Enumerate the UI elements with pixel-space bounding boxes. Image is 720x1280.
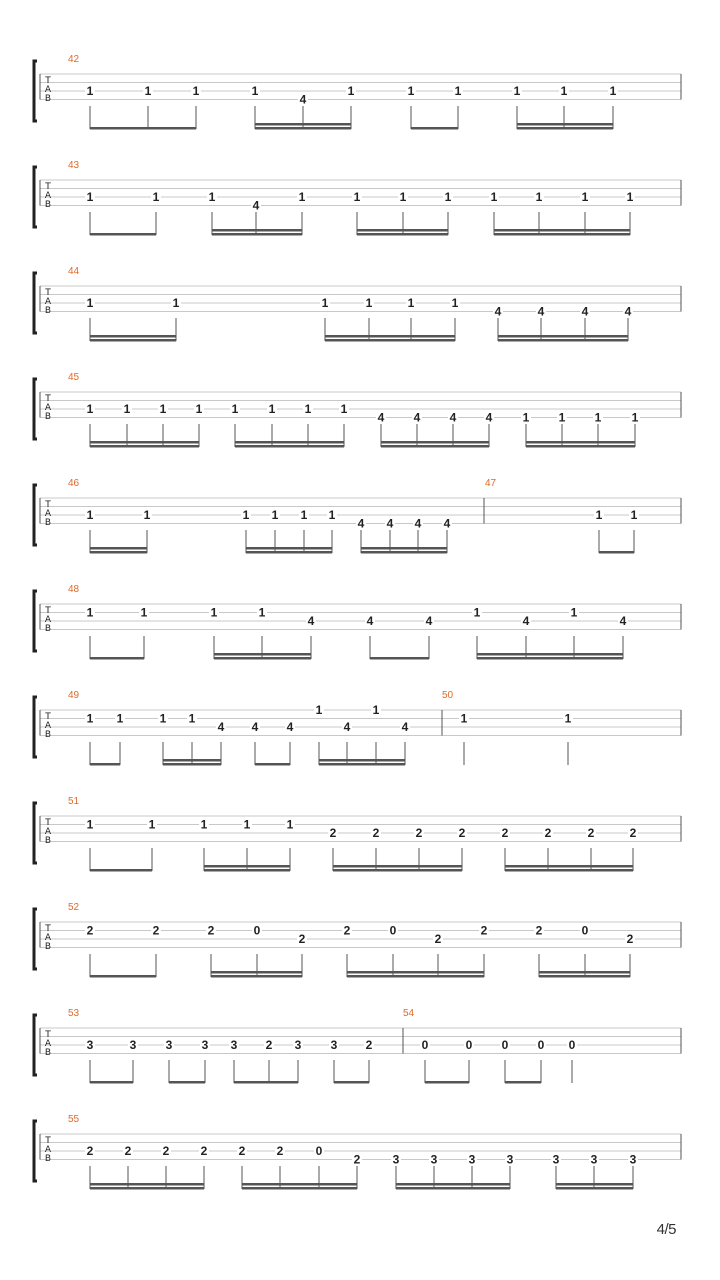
measure-number: 54	[403, 1008, 415, 1019]
fret-number: 4	[449, 410, 457, 425]
fret-number: 1	[365, 296, 373, 310]
fret-number: 4	[343, 720, 351, 734]
fret-number: 2	[343, 923, 351, 938]
beam	[204, 869, 290, 872]
tab-clef-letter: A	[44, 297, 52, 307]
beam	[90, 763, 120, 766]
fret-number: 1	[328, 508, 336, 522]
beam	[498, 339, 628, 342]
tab-system	[34, 266, 681, 342]
measure-number: 44	[68, 266, 80, 277]
beam	[396, 1187, 510, 1190]
tab-clef-letter: B	[44, 1048, 52, 1058]
fret-number: 1	[86, 508, 94, 522]
beam	[90, 339, 176, 342]
beam	[325, 339, 455, 342]
fret-number: 0	[253, 923, 261, 938]
measure-number: 49	[68, 690, 80, 701]
fret-number: 1	[560, 84, 568, 98]
tab-system	[34, 690, 681, 766]
beam	[517, 123, 613, 126]
fret-number: 4	[401, 720, 409, 734]
fret-number: 2	[544, 826, 552, 840]
tab-clef-letter: T	[45, 1030, 51, 1040]
beam	[599, 551, 634, 554]
fret-number: 1	[609, 84, 617, 98]
fret-number: 1	[86, 402, 94, 416]
measure-number: 52	[68, 902, 80, 913]
system-bracket	[34, 1121, 37, 1181]
fret-number: 3	[590, 1152, 598, 1167]
tab-clef-letter: B	[44, 836, 52, 846]
tab-clef-letter: A	[44, 1145, 52, 1155]
fret-number: 3	[201, 1038, 209, 1052]
beam	[357, 229, 448, 232]
beam	[498, 335, 628, 338]
fret-number: 2	[86, 1144, 94, 1158]
fret-number: 4	[537, 304, 545, 319]
tab-clef-letter: T	[45, 818, 51, 828]
measure-number: 45	[68, 372, 80, 383]
fret-number: 2	[587, 826, 595, 840]
measure-number: 43	[68, 160, 80, 171]
system-bracket	[34, 379, 37, 439]
system-bracket	[34, 697, 37, 757]
fret-number: 1	[192, 84, 200, 98]
fret-number: 4	[581, 304, 589, 319]
fret-number: 1	[407, 84, 415, 98]
beam	[246, 551, 332, 554]
measure-number: 48	[68, 584, 80, 595]
fret-number: 1	[148, 817, 156, 832]
beam	[333, 865, 462, 868]
fret-number: 1	[123, 402, 131, 416]
fret-number: 2	[329, 826, 337, 840]
beam	[556, 1187, 633, 1190]
fret-number: 1	[251, 84, 259, 98]
beam	[425, 1081, 469, 1084]
tab-system	[34, 478, 681, 554]
tab-clef-letter: T	[45, 924, 51, 934]
fret-number: 1	[626, 190, 634, 204]
system-bracket	[34, 591, 37, 651]
fret-number: 2	[415, 826, 423, 840]
fret-number: 0	[537, 1038, 545, 1052]
tab-clef-letter: B	[44, 200, 52, 210]
fret-number: 3	[392, 1152, 400, 1167]
fret-number: 1	[159, 711, 167, 726]
beam	[255, 763, 290, 766]
beam	[204, 865, 290, 868]
beam	[494, 229, 630, 232]
system-bracket	[34, 167, 37, 227]
fret-number: 1	[522, 410, 530, 425]
beam	[361, 551, 447, 554]
fret-number: 2	[276, 1144, 284, 1158]
beam	[556, 1183, 633, 1186]
fret-number: 3	[629, 1152, 637, 1167]
fret-number: 1	[300, 508, 308, 522]
tab-clef-letter: T	[45, 394, 51, 404]
fret-number: 2	[535, 923, 543, 938]
tab-clef-letter: A	[44, 509, 52, 519]
beam	[235, 441, 344, 444]
fret-number: 1	[304, 402, 312, 416]
fret-number: 4	[366, 614, 374, 628]
beam	[90, 551, 147, 554]
beam	[163, 759, 221, 762]
beam	[90, 547, 147, 550]
fret-number: 4	[522, 614, 530, 628]
beam	[357, 233, 448, 236]
beam	[242, 1183, 357, 1186]
beam	[396, 1183, 510, 1186]
beam	[494, 233, 630, 236]
tab-clef-letter: B	[44, 942, 52, 952]
beam	[211, 971, 302, 974]
fret-number: 3	[165, 1038, 173, 1052]
fret-number: 4	[619, 614, 627, 628]
beam	[505, 1081, 541, 1084]
fret-number: 1	[208, 190, 216, 204]
fret-number: 3	[506, 1152, 514, 1167]
tab-clef-letter: T	[45, 182, 51, 192]
fret-number: 1	[86, 605, 94, 620]
fret-number: 4	[357, 516, 365, 531]
measure-number: 46	[68, 478, 80, 489]
fret-number: 1	[143, 508, 151, 522]
fret-number: 1	[231, 402, 239, 416]
fret-number: 1	[535, 190, 543, 204]
fret-number: 1	[86, 296, 94, 310]
beam	[334, 1081, 369, 1084]
beam	[505, 865, 633, 868]
fret-number: 1	[271, 508, 279, 522]
fret-number: 1	[340, 402, 348, 416]
fret-number: 3	[330, 1038, 338, 1052]
fret-number: 2	[162, 1144, 170, 1158]
fret-number: 4	[443, 516, 451, 531]
tab-clef-letter: T	[45, 76, 51, 86]
fret-number: 1	[152, 190, 160, 204]
beam	[90, 441, 199, 444]
tab-clef-letter: B	[44, 730, 52, 740]
fret-number: 4	[377, 410, 385, 425]
fret-number: 3	[552, 1152, 560, 1167]
tab-system	[34, 1008, 681, 1084]
fret-number: 1	[286, 817, 294, 832]
fret-number: 1	[86, 817, 94, 832]
tab-system	[34, 54, 681, 130]
fret-number: 2	[200, 1144, 208, 1158]
tab-clef-letter: A	[44, 1039, 52, 1049]
fret-number: 1	[473, 605, 481, 620]
beam	[90, 657, 144, 660]
fret-number: 1	[144, 84, 152, 98]
tab-system	[34, 796, 681, 872]
tab-clef-letter: B	[44, 306, 52, 316]
fret-number: 1	[460, 711, 468, 726]
beam	[90, 869, 152, 872]
fret-number: 2	[458, 826, 466, 840]
fret-number: 3	[230, 1038, 238, 1052]
fret-number: 3	[294, 1038, 302, 1052]
system-bracket	[34, 909, 37, 969]
fret-number: 1	[86, 190, 94, 204]
tab-system	[34, 584, 681, 660]
fret-number: 3	[430, 1152, 438, 1167]
beam	[163, 763, 221, 766]
fret-number: 2	[480, 923, 488, 938]
beam	[90, 445, 199, 448]
fret-number: 2	[629, 826, 637, 840]
beam	[212, 233, 302, 236]
fret-number: 1	[86, 84, 94, 98]
fret-number: 1	[268, 402, 276, 416]
fret-number: 3	[86, 1038, 94, 1052]
fret-number: 0	[501, 1038, 509, 1052]
beam	[214, 653, 311, 656]
fret-number: 1	[372, 703, 380, 717]
measure-number: 47	[485, 478, 497, 489]
fret-number: 1	[188, 711, 196, 726]
fret-number: 1	[454, 84, 462, 98]
fret-number: 2	[372, 826, 380, 840]
beam	[246, 547, 332, 550]
fret-number: 1	[581, 190, 589, 204]
fret-number: 1	[353, 190, 361, 204]
fret-number: 4	[386, 516, 394, 531]
fret-number: 1	[595, 508, 603, 522]
beam	[539, 971, 630, 974]
fret-number: 2	[238, 1144, 246, 1158]
system-bracket	[34, 61, 37, 121]
fret-number: 0	[568, 1038, 576, 1052]
beam	[90, 1081, 133, 1084]
beam	[90, 975, 156, 978]
beam	[477, 653, 623, 656]
beam	[381, 441, 489, 444]
system-bracket	[34, 803, 37, 863]
measure-number: 50	[442, 690, 454, 701]
beam	[234, 1081, 298, 1084]
fret-number: 1	[195, 402, 203, 416]
tab-clef-letter: T	[45, 500, 51, 510]
beam	[370, 657, 429, 660]
fret-number: 1	[558, 410, 566, 425]
system-bracket	[34, 1015, 37, 1075]
fret-number: 0	[421, 1038, 429, 1052]
fret-number: 1	[490, 190, 498, 204]
fret-number: 1	[399, 190, 407, 204]
fret-number: 1	[451, 296, 459, 310]
fret-number: 1	[86, 711, 94, 726]
fret-number: 4	[251, 720, 259, 734]
fret-number: 2	[626, 932, 634, 946]
fret-number: 2	[124, 1144, 132, 1158]
tab-clef-letter: T	[45, 712, 51, 722]
page-number: 4/5	[656, 1221, 676, 1238]
tab-clef-letter: B	[44, 518, 52, 528]
beam	[381, 445, 489, 448]
tab-clef-letter: B	[44, 1154, 52, 1164]
tab-clef-letter: A	[44, 721, 52, 731]
beam	[169, 1081, 205, 1084]
fret-number: 1	[258, 605, 266, 620]
fret-number: 1	[172, 296, 180, 310]
beam	[411, 127, 458, 130]
beam	[325, 335, 455, 338]
measure-number: 51	[68, 796, 80, 807]
beam	[90, 233, 156, 236]
fret-number: 4	[494, 304, 502, 319]
fret-number: 1	[243, 817, 251, 832]
fret-number: 1	[631, 410, 639, 425]
fret-number: 2	[207, 923, 215, 938]
tab-clef-letter: A	[44, 933, 52, 943]
fret-number: 0	[465, 1038, 473, 1052]
beam	[214, 657, 311, 660]
tab-clef-letter: A	[44, 403, 52, 413]
measure-number: 55	[68, 1114, 80, 1125]
tab-clef-letter: B	[44, 624, 52, 634]
fret-number: 1	[200, 817, 208, 832]
fret-number: 1	[298, 190, 306, 204]
fret-number: 4	[624, 304, 632, 319]
beam	[242, 1187, 357, 1190]
measure-number: 53	[68, 1008, 80, 1019]
fret-number: 0	[581, 923, 589, 938]
fret-number: 2	[265, 1038, 273, 1052]
beam	[526, 441, 635, 444]
fret-number: 2	[365, 1038, 373, 1052]
tab-clef-letter: A	[44, 615, 52, 625]
measure-number: 42	[68, 54, 80, 65]
fret-number: 1	[210, 605, 218, 620]
beam	[347, 971, 484, 974]
fret-number: 4	[485, 410, 493, 425]
beam	[211, 975, 302, 978]
tab-system	[34, 372, 681, 448]
fret-number: 1	[347, 84, 355, 98]
beam	[255, 123, 351, 126]
tab-system	[34, 1114, 681, 1190]
fret-number: 4	[414, 516, 422, 531]
beam	[477, 657, 623, 660]
fret-number: 1	[321, 296, 329, 310]
fret-number: 1	[444, 190, 452, 204]
fret-number: 2	[86, 923, 94, 938]
fret-number: 2	[353, 1152, 361, 1167]
fret-number: 1	[140, 605, 148, 620]
fret-number: 1	[594, 410, 602, 425]
fret-number: 4	[299, 92, 307, 107]
fret-number: 3	[468, 1152, 476, 1167]
fret-number: 0	[389, 923, 397, 938]
fret-number: 1	[513, 84, 521, 98]
beam	[255, 127, 351, 130]
tab-system	[34, 160, 681, 236]
beam	[90, 335, 176, 338]
beam	[505, 869, 633, 872]
fret-number: 4	[307, 614, 315, 628]
fret-number: 2	[501, 826, 509, 840]
beam	[539, 975, 630, 978]
tab-clef-letter: B	[44, 412, 52, 422]
tab-system	[34, 902, 681, 978]
fret-number: 1	[159, 402, 167, 416]
beam	[90, 1183, 204, 1186]
beam	[319, 763, 405, 766]
tab-clef-letter: T	[45, 288, 51, 298]
beam	[90, 1187, 204, 1190]
fret-number: 1	[315, 703, 323, 717]
tab-clef-letter: T	[45, 606, 51, 616]
fret-number: 2	[434, 932, 442, 946]
fret-number: 1	[407, 296, 415, 310]
beam	[90, 127, 196, 130]
beam	[526, 445, 635, 448]
fret-number: 3	[129, 1038, 137, 1052]
tab-clef-letter: B	[44, 94, 52, 104]
fret-number: 2	[298, 932, 306, 946]
fret-number: 1	[564, 711, 572, 726]
tab-clef-letter: A	[44, 827, 52, 837]
fret-number: 4	[425, 614, 433, 628]
beam	[235, 445, 344, 448]
fret-number: 4	[217, 720, 225, 734]
fret-number: 1	[242, 508, 250, 522]
fret-number: 2	[152, 923, 160, 938]
beam	[361, 547, 447, 550]
tab-clef-letter: T	[45, 1136, 51, 1146]
fret-number: 4	[286, 720, 294, 734]
beam	[347, 975, 484, 978]
fret-number: 0	[315, 1144, 323, 1158]
fret-number: 1	[570, 605, 578, 620]
beam	[319, 759, 405, 762]
system-bracket	[34, 485, 37, 545]
tab-clef-letter: A	[44, 191, 52, 201]
beam	[212, 229, 302, 232]
fret-number: 1	[116, 711, 124, 726]
beam	[517, 127, 613, 130]
fret-number: 4	[413, 410, 421, 425]
fret-number: 1	[630, 508, 638, 522]
beam	[333, 869, 462, 872]
fret-number: 4	[252, 198, 260, 213]
system-bracket	[34, 273, 37, 333]
tab-clef-letter: A	[44, 85, 52, 95]
